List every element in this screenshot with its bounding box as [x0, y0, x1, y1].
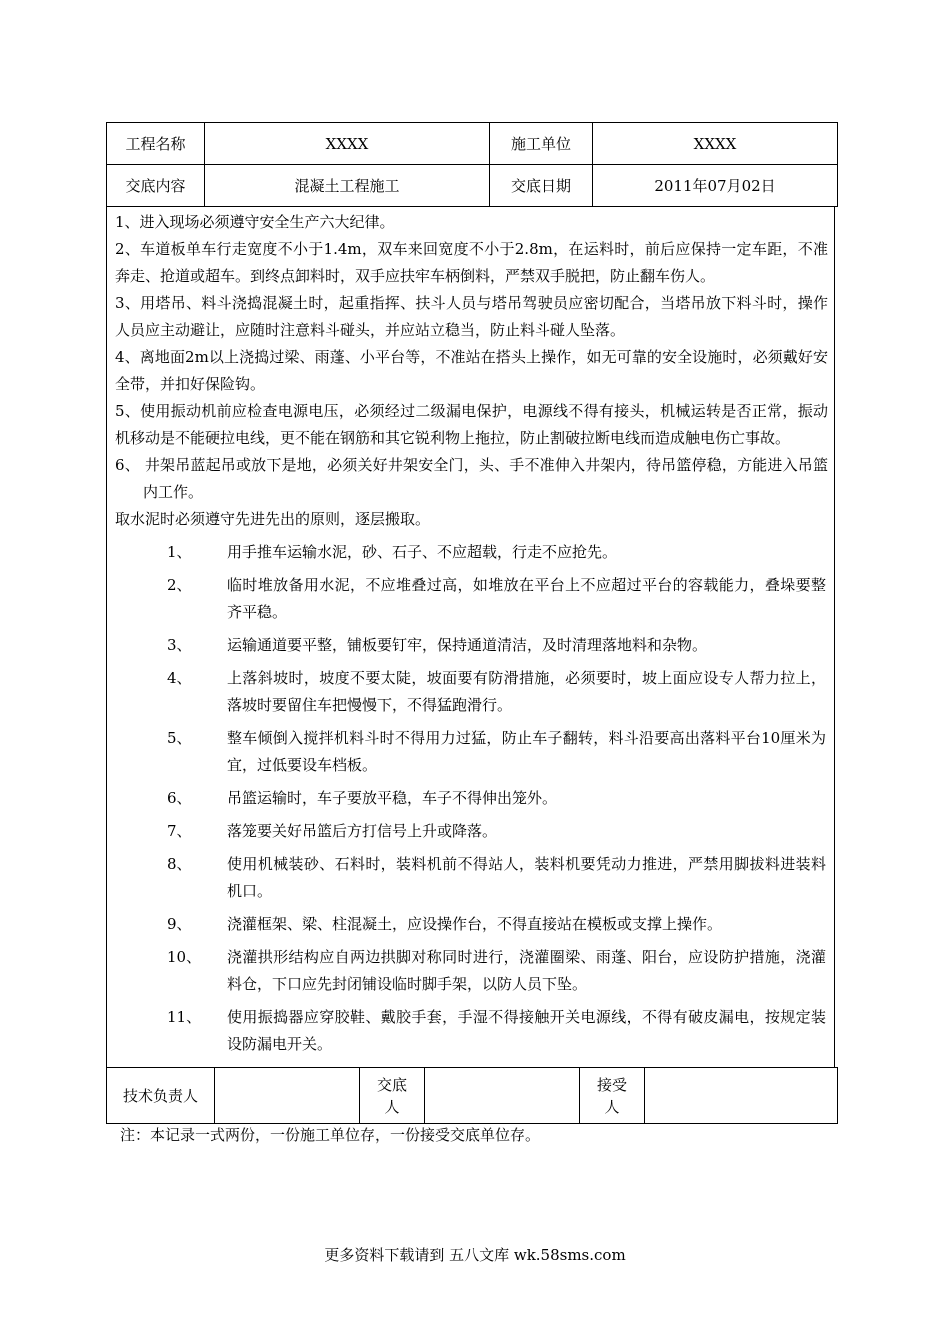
- subitem-text: 浇灌框架、梁、柱混凝土，应设操作台，不得直接站在模板或支撑上操作。: [227, 915, 723, 933]
- signature-row: [107, 1068, 838, 1124]
- subitem-text: 运输通道要平整，铺板要钉牢，保持通道清洁，及时清理落地料和杂物。: [227, 636, 708, 654]
- construction-unit-value: XXXX: [593, 123, 838, 165]
- discloser-label-line1: 交底: [376, 1075, 407, 1094]
- subitem-text: 临时堆放备用水泥，不应堆叠过高，如堆放在平台上不应超过平台的容载能力，叠垛要整齐平稳。: [227, 576, 826, 621]
- subitem-number: 1、: [167, 543, 192, 561]
- footer-link-text: 更多资料下载请到 五八文库 wk.58sms.com: [324, 1246, 626, 1264]
- rule-item-6: 6、 井架吊蓝起吊或放下是地，必须关好井架安全门，头、手不准伸入井架内，待吊篮停稳，方能进入吊篮内工作。: [115, 456, 828, 501]
- tech-lead-label: 技术负责人: [107, 1068, 215, 1124]
- subitem-text: 使用振捣器应穿胶鞋、戴胶手套，手湿不得接触开关电源线，不得有破皮漏电，按规定装设防漏电开关。: [227, 1008, 826, 1053]
- subitem-text: 浇灌拱形结构应自两边拱脚对称同时进行，浇灌圈梁、雨蓬、阳台，应设防护措施，浇灌料仓，下口应先封闭铺设临时脚手架，以防人员下坠。: [227, 948, 826, 993]
- list-item: [115, 818, 828, 845]
- subitem-number: 3、: [167, 636, 192, 654]
- list-item: [115, 785, 828, 812]
- cement-subitems: [115, 539, 828, 1058]
- rule-item-5: 5、使用振动机前应检查电源电压，必须经过二级漏电保护，电源线不得有接头，机械运转是否正常，振动机移动是不能硬拉电线，更不能在钢筋和其它锐利物上拖拉，防止割破拉断电线而造成触电伤亡事故。: [115, 402, 828, 447]
- project-name-label: 工程名称: [107, 123, 205, 165]
- header-row-2: [107, 165, 838, 207]
- discloser-signature-cell: [425, 1068, 580, 1124]
- date-label: 交底日期: [490, 165, 593, 207]
- list-item: [115, 539, 828, 566]
- header-table: [106, 122, 838, 207]
- rule-item-1: 1、进入现场必须遵守安全生产六大纪律。: [115, 213, 395, 231]
- list-item: [115, 851, 828, 905]
- content-value: 混凝土工程施工: [205, 165, 490, 207]
- signature-table: [106, 1067, 838, 1124]
- project-name-value: XXXX: [205, 123, 490, 165]
- construction-unit-label: 施工单位: [490, 123, 593, 165]
- receiver-signature-cell: [645, 1068, 838, 1124]
- header-row-1: [107, 123, 838, 165]
- subitem-number: 7、: [167, 822, 192, 840]
- cement-note: 取水泥时必须遵守先进先出的原则，逐层搬取。: [115, 510, 431, 528]
- receiver-label: [580, 1068, 645, 1124]
- list-item: [115, 572, 828, 626]
- tech-lead-signature-cell: [215, 1068, 360, 1124]
- subitem-number: 4、: [167, 669, 192, 687]
- subitem-text: 上落斜坡时，坡度不要太陡，坡面要有防滑措施，必须要时，坡上面应设专人帮力拉上，落坡时要留住车把慢慢下，不得猛跑滑行。: [227, 669, 826, 714]
- list-item: [115, 1004, 828, 1058]
- subitem-text: 使用机械装砂、石料时，装料机前不得站人，装料机要凭动力推进，严禁用脚拔料进装料机口。: [227, 855, 826, 900]
- date-value: 2011年07月02日: [593, 165, 838, 207]
- disclosure-content: [106, 207, 835, 1067]
- subitem-number: 11、: [167, 1008, 202, 1026]
- record-note: 注：本记录一式两份，一份施工单位存，一份接受交底单位存。: [120, 1126, 541, 1144]
- subitem-text: 用手推车运输水泥，砂、石子、不应超载，行走不应抢先。: [227, 543, 618, 561]
- list-item: [115, 725, 828, 779]
- subitem-number: 8、: [167, 855, 192, 873]
- receiver-label-line2: 人: [604, 1097, 620, 1116]
- subitem-text: 落笼要关好吊篮后方打信号上升或降落。: [227, 822, 498, 840]
- list-item: [115, 944, 828, 998]
- list-item: [115, 665, 828, 719]
- subitem-number: 2、: [167, 576, 192, 594]
- discloser-label: [360, 1068, 425, 1124]
- rule-item-3: 3、用塔吊、料斗浇捣混凝土时，起重指挥、扶斗人员与塔吊驾驶员应密切配合，当塔吊放下料斗时，操作人员应主动避让，应随时注意料斗碰头，并应站立稳当，防止料斗碰人坠落。: [115, 294, 828, 339]
- subitem-number: 6、: [167, 789, 192, 807]
- subitem-number: 9、: [167, 915, 192, 933]
- rule-item-4: 4、离地面2m以上浇捣过梁、雨蓬、小平台等，不准站在搭头上操作，如无可靠的安全设施时，必须戴好安全带，并扣好保险钩。: [115, 348, 828, 393]
- subitem-number: 10、: [167, 948, 202, 966]
- list-item: [115, 632, 828, 659]
- discloser-label-line2: 人: [384, 1097, 400, 1116]
- receiver-label-line1: 接受: [596, 1075, 627, 1094]
- content-label: 交底内容: [107, 165, 205, 207]
- subitem-text: 吊篮运输时，车子要放平稳，车子不得伸出笼外。: [227, 789, 558, 807]
- rule-item-2: 2、车道板单车行走宽度不小于1.4m，双车来回宽度不小于2.8m，在运料时，前后应保持一定车距，不准奔走、抢道或超车。到终点卸料时，双手应扶牢车柄倒料，严禁双手脱把，防止翻车伤人。: [115, 240, 828, 285]
- subitem-number: 5、: [167, 729, 192, 747]
- subitem-text: 整车倾倒入搅拌机料斗时不得用力过猛，防止车子翻转，料斗沿要高出落料平台10厘米为宜，过低要设车档板。: [227, 729, 826, 774]
- list-item: [115, 911, 828, 938]
